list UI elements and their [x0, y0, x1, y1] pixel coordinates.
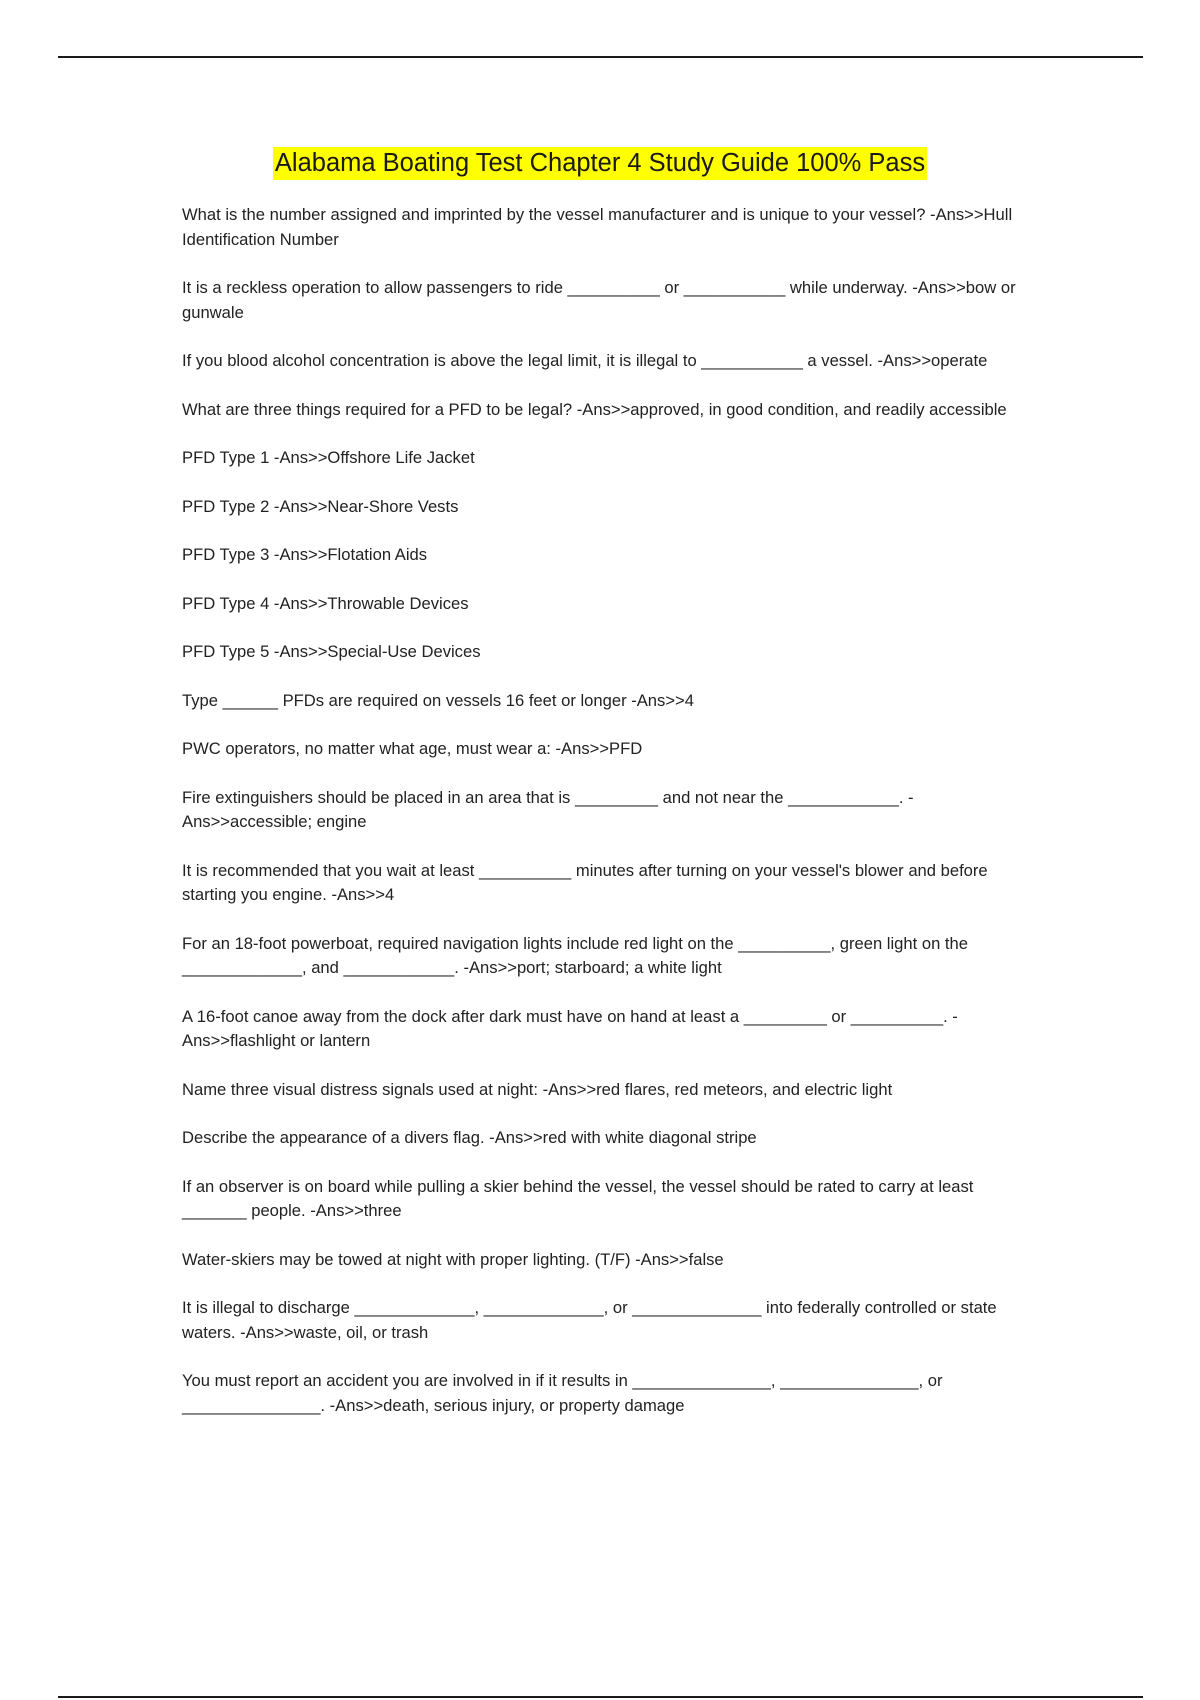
qa-item: PFD Type 3 -Ans>>Flotation Aids	[182, 545, 428, 564]
qa-item: For an 18-foot powerboat, required navigation lights include red light on the __________, green light on the _____________, and ____________. -Ans>>port; starboard; a white light	[182, 933, 968, 977]
qa-item: Describe the appearance of a divers flag. -Ans>>red with white diagonal stripe	[182, 1128, 757, 1147]
qa-item: Type ______ PFDs are required on vessels 16 feet or longer -Ans>>4	[182, 690, 694, 710]
qa-item: PFD Type 4 -Ans>>Throwable Devices	[182, 593, 469, 613]
bottom-rule	[58, 1696, 1143, 1698]
qa-item: PFD Type 5 -Ans>>Special-Use Devices	[182, 642, 481, 661]
qa-item: What is the number assigned and imprinted by the vessel manufacturer and is unique to your vessel? -Ans>>Hull Identification Number	[182, 205, 1013, 249]
qa-item: Water-skiers may be towed at night with proper lighting. (T/F) -Ans>>false	[182, 1249, 724, 1269]
document-title: Alabama Boating Test Chapter 4 Study Guide 100% Pass	[273, 147, 927, 180]
top-rule	[58, 56, 1143, 58]
qa-item: Name three visual distress signals used at night: -Ans>>red flares, red meteors, and electric light	[182, 1079, 893, 1099]
qa-item: A 16-foot canoe away from the dock after dark must have on hand at least a _________ or __________. -Ans>>flashlight or lantern	[182, 1006, 958, 1050]
qa-item: What are three things required for a PFD to be legal? -Ans>>approved, in good condition, and readily accessible	[182, 399, 1007, 419]
qa-list	[182, 203, 1022, 1442]
qa-item: Fire extinguishers should be placed in an area that is _________ and not near the ____________. -Ans>>accessible; engine	[182, 787, 914, 831]
qa-item: PWC operators, no matter what age, must wear a: -Ans>>PFD	[182, 739, 643, 758]
qa-item: It is illegal to discharge _____________, _____________, or ______________ into federally controlled or state waters. -Ans>>waste, oil, or trash	[182, 1298, 997, 1342]
qa-item: It is recommended that you wait at least __________ minutes after turning on your vessel's blower and before starting you engine. -Ans>>4	[182, 860, 988, 904]
qa-item: If an observer is on board while pulling a skier behind the vessel, the vessel should be rated to carry at least _______ people. -Ans>>three	[182, 1176, 974, 1220]
qa-item: If you blood alcohol concentration is above the legal limit, it is illegal to ___________ a vessel. -Ans>>operate	[182, 351, 988, 370]
qa-item: It is a reckless operation to allow passengers to ride __________ or ___________ while underway. -Ans>>bow or gunwale	[182, 278, 1016, 322]
qa-item: You must report an accident you are involved in if it results in _______________, _______________, or _______________. -Ans>>death, serious injury, or property damage	[182, 1371, 943, 1415]
title-container	[0, 147, 1200, 180]
qa-item: PFD Type 1 -Ans>>Offshore Life Jacket	[182, 448, 475, 467]
qa-item: PFD Type 2 -Ans>>Near-Shore Vests	[182, 496, 459, 516]
